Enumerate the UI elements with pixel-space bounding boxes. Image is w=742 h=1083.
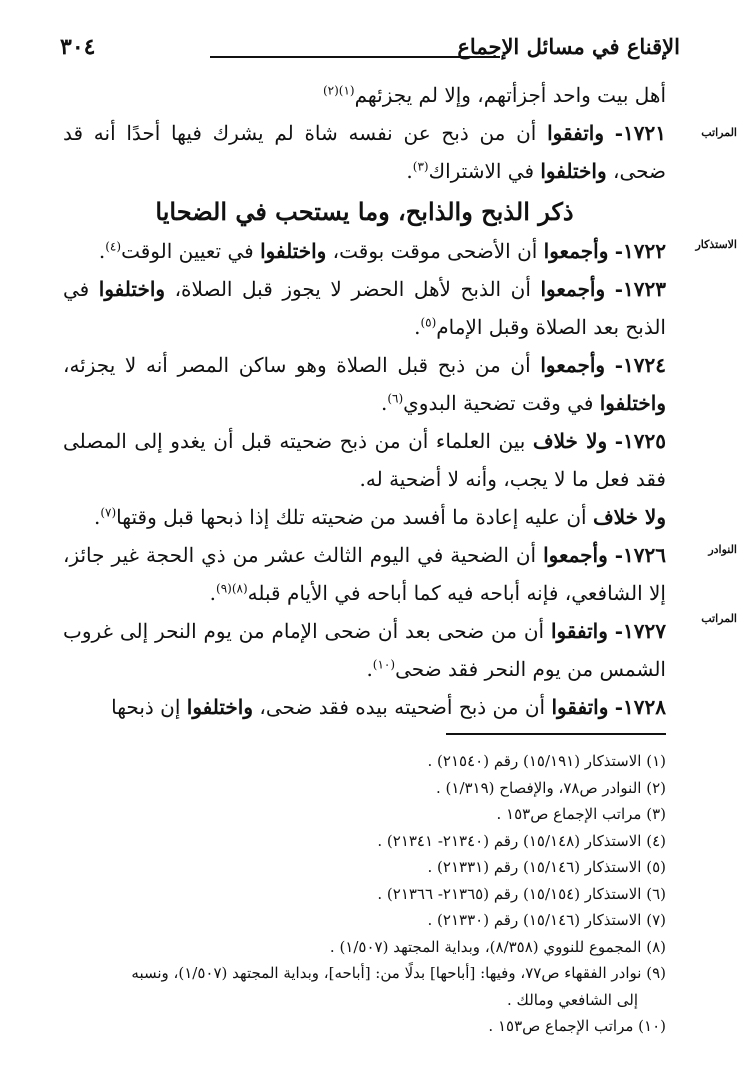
footnote-5: (٥) الاستذكار (١٥/١٤٦) رقم (٢١٣٣١) . — [427, 858, 666, 876]
paragraph-la-khilaf: ولا خلاف أن عليه إعادة ما أفسد من ضحيته تلك إذا ذبحها قبل وقتها$^{(٧)}$. — [93, 505, 666, 529]
footnote-4: (٤) الاستذكار (١٥/١٤٨) رقم (٢١٣٤٠- ٢١٣٤١) . — [377, 831, 666, 850]
issue-number: ١٧٢١- — [614, 121, 667, 145]
paragraph-1727: ١٧٢٧- واتفقوا أن من ضحى بعد أن ضحى الإمام من يوم النحر إلى غروب الشمس من يوم النحر فقد ضحى$^{(١٠)}$. — [63, 619, 667, 681]
footnote-2: (٢) النوادر ص٧٨، والإفصاح (١/٣١٩) . — [436, 778, 666, 797]
paragraph-1724: ١٧٢٤- وأجمعوا أن من ذبح قبل الصلاة وهو ساكن المصر أنه لا يجزئه، واختلفوا في وقت تضحية البدوي$^{(٦)}$. — [63, 353, 667, 415]
footnote-ref[interactable]: (٣) — [412, 159, 429, 174]
footnote-ref[interactable]: (٨)(٩) — [216, 581, 248, 596]
paragraph-1726: ١٧٢٦- وأجمعوا أن الضحية في اليوم الثالث عشر من ذي الحجة غير جائز، إلا الشافعي، فإنه أباحه فيه كما أباحه في الأيام قبله$^{(٨)(٩)}$. — [63, 543, 666, 605]
margin-note-istidhkar: الاستذكار — [695, 238, 737, 251]
footnote-10: (١٠) مراتب الإجماع ص١٥٣ . — [488, 1017, 666, 1035]
footnotes — [80, 748, 666, 1040]
book-title: الإقناع في مسائل الإجماع — [457, 34, 680, 59]
paragraph-1725: ١٧٢٥- ولا خلاف بين العلماء أن من ذبح ضحيته قبل أن يغدو إلى المصلى فقد فعل ما لا يجب، وأنه لا أضحية له. — [63, 429, 667, 491]
paragraph-1728: ١٧٢٨- واتفقوا أن من ذبح أضحيته بيده فقد ضحى، واختلفوا إن ذبحها — [111, 695, 666, 719]
paragraph-1722: ١٧٢٢- وأجمعوا أن الأضحى موقت بوقت، واختلفوا في تعيين الوقت$^{(٤)}$. — [98, 239, 666, 263]
paragraph-1721: ١٧٢١- واتفقوا أن من ذبح عن نفسه شاة لم يشرك فيها أحدًا أنه قد ضحى، واختلفوا في الاشتراك$^{(٣)}$. — [63, 121, 667, 183]
page-header — [60, 34, 680, 70]
page-number: ٣٠٤ — [60, 34, 96, 60]
footnote-6: (٦) الاستذكار (١٥/١٥٤) رقم (٢١٣٦٥- ٢١٣٦٦) . — [377, 884, 666, 903]
footnote-9: (٩) نوادر الفقهاء ص٧٧، وفيها: [أباحها] بدلًا من: [أباحه]، وبداية المجتهد (١/٥٠٧)، ونسبه — [131, 964, 666, 982]
footnote-ref[interactable]: (١)(٢) — [322, 83, 355, 98]
footnote-separator — [446, 733, 666, 735]
footnote-3: (٣) مراتب الإجماع ص١٥٣ . — [496, 805, 666, 823]
footnote-ref[interactable]: (١٠) — [372, 657, 396, 672]
paragraph-1723: ١٧٢٣- وأجمعوا أن الذبح لأهل الحضر لا يجوز قبل الصلاة، واختلفوا في الذبح بعد الصلاة وقبل الإمام$^{(٥)}$. — [63, 277, 666, 339]
footnote-ref[interactable]: (٤) — [105, 239, 122, 254]
footnote-9-continued: إلى الشافعي ومالك . — [507, 990, 638, 1009]
main-text-top — [63, 76, 666, 190]
footnote-7: (٧) الاستذكار (١٥/١٤٦) رقم (٢١٣٣٠) . — [427, 911, 666, 929]
footnote-ref[interactable]: (٧) — [100, 505, 117, 520]
margin-note-nawadir: النوادر — [708, 543, 737, 556]
paragraph-0: أهل بيت واحد أجزأتهم، وإلا لم يجزئهم$^{(١)(٢)}$ — [322, 83, 666, 107]
margin-note-maratib: المراتب — [701, 126, 737, 139]
footnote-1: (١) الاستذكار (١٥/١٩١) رقم (٢١٥٤٠) . — [427, 752, 666, 770]
section-heading: ذكر الذبح والذابح، وما يستحب في الضحايا — [155, 197, 574, 226]
main-text-body — [63, 232, 666, 726]
footnote-ref[interactable]: (٥) — [420, 315, 437, 330]
footnote-8: (٨) المجموع للنووي (٨/٣٥٨)، وبداية المجتهد (١/٥٠٧) . — [329, 937, 666, 956]
footnote-ref[interactable]: (٦) — [387, 391, 404, 406]
margin-note-maratib-2: المراتب — [701, 612, 737, 625]
